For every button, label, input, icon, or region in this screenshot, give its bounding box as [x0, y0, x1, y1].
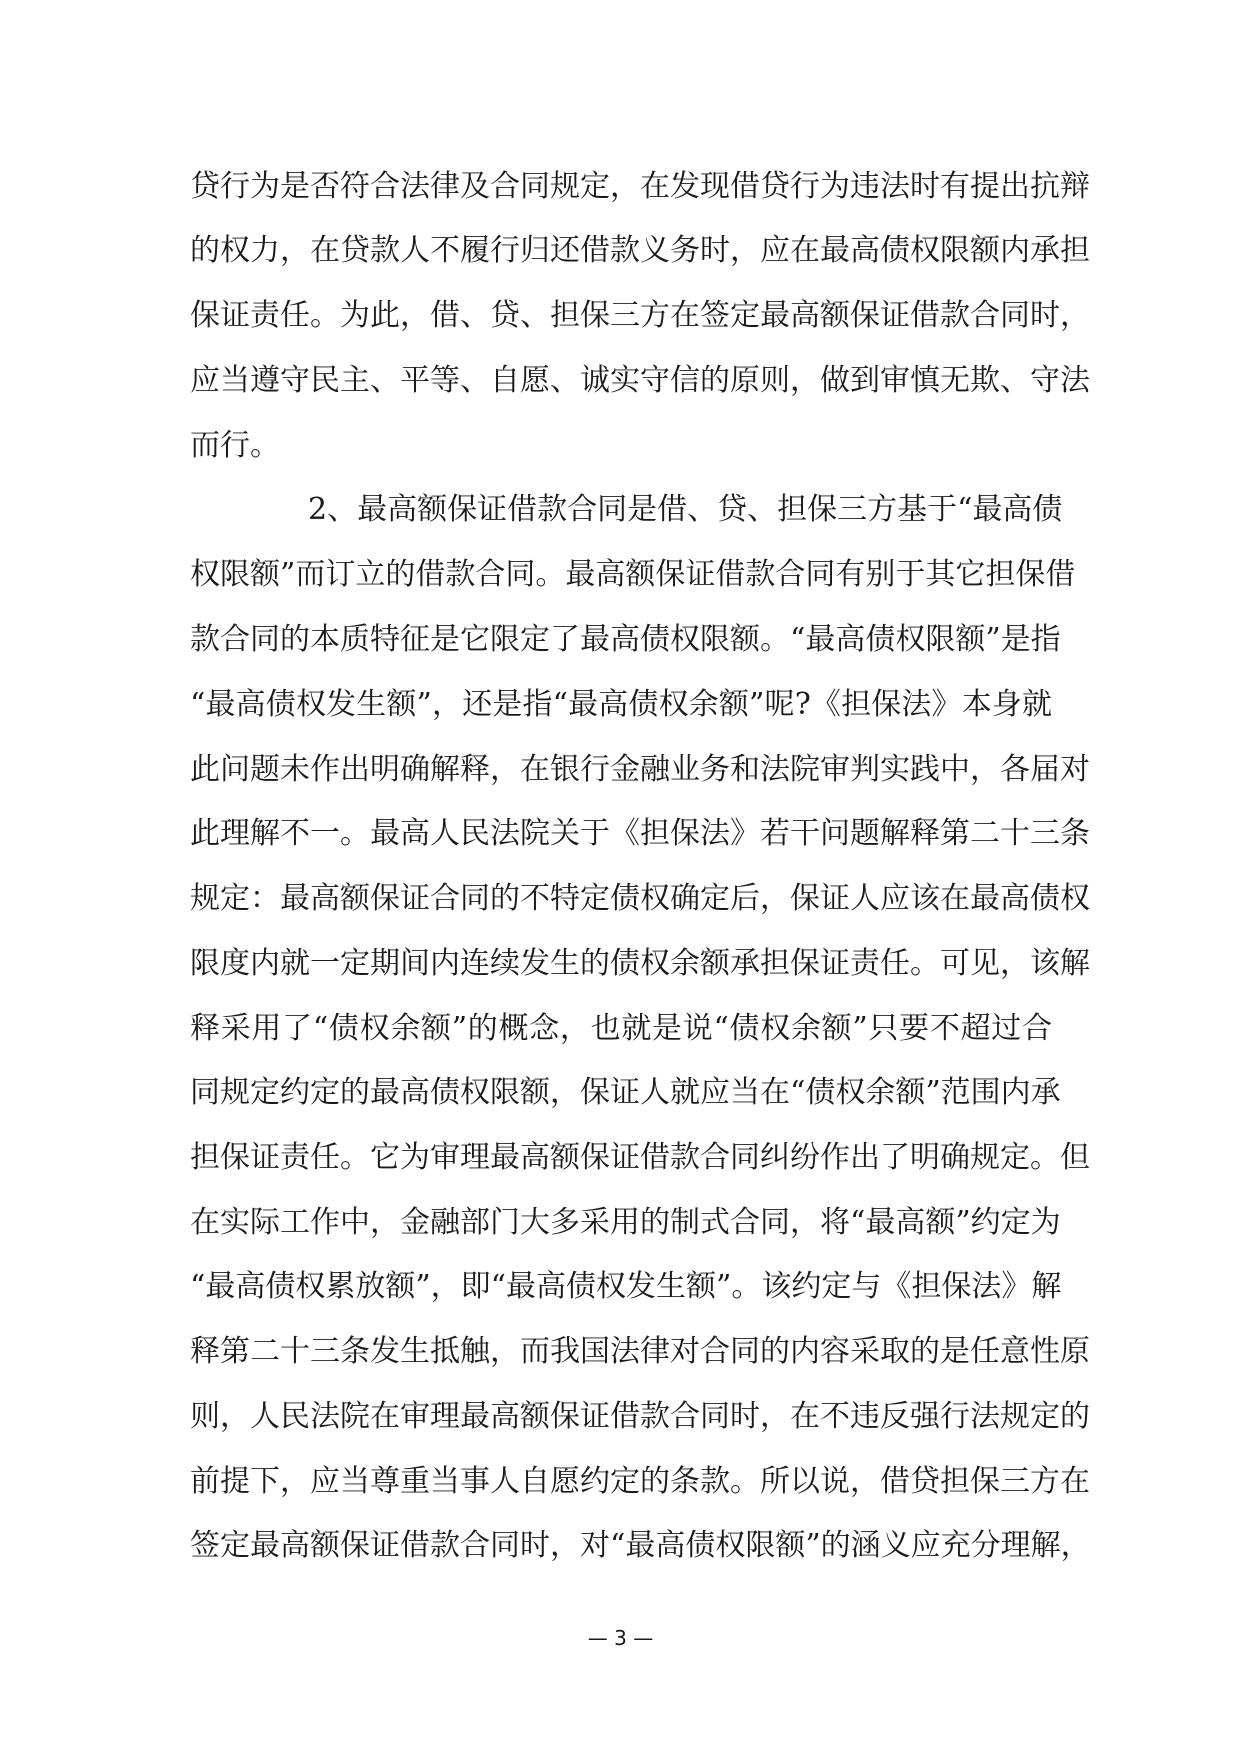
page-number: — 3 — — [587, 1626, 654, 1650]
text-line: 的权力，在贷款人不履行归还借款义务时，应在最高债权限额内承担 — [190, 233, 1090, 268]
text-line: 款合同的本质特征是它限定了最高债权限额。“最高债权限额”是指 — [190, 622, 1061, 657]
text-line: “最高债权累放额”，即“最高债权发生额”。该约定与《担保法》解 — [190, 1269, 1062, 1304]
text-line: 前提下，应当尊重当事人自愿约定的条款。所以说，借贷担保三方在 — [190, 1464, 1090, 1499]
text-line: “最高债权发生额”，还是指“最高债权余额”呢?《担保法》本身就 — [190, 687, 1052, 722]
text-line: 则，人民法院在审理最高额保证借款合同时，在不违反强行法规定的 — [190, 1399, 1090, 1434]
text-line: 规定：最高额保证合同的不特定债权确定后，保证人应该在最高债权 — [190, 881, 1090, 916]
text-line: 贷行为是否符合法律及合同规定，在发现借贷行为违法时有提出抗辩 — [190, 169, 1090, 204]
text-line: 而行。 — [190, 428, 280, 463]
text-line: 此理解不一。最高人民法院关于《担保法》若干问题解释第二十三条 — [190, 816, 1090, 851]
text-line: 权限额”而订立的借款合同。最高额保证借款合同有别于其它担保借 — [190, 557, 1076, 592]
text-line: 释采用了“债权余额”的概念，也就是说“债权余额”只要不超过合 — [190, 1011, 1052, 1046]
text-line: 2、最高额保证借款合同是借、贷、担保三方基于“最高债 — [308, 492, 1063, 527]
text-line: 限度内就一定期间内连续发生的债权余额承担保证责任。可见，该解 — [190, 946, 1090, 981]
text-line: 此问题未作出明确解释，在银行金融业务和法院审判实践中，各届对 — [190, 752, 1090, 787]
text-line: 在实际工作中，金融部门大多采用的制式合同，将“最高额”约定为 — [190, 1205, 1061, 1240]
text-line: 应当遵守民主、平等、自愿、诚实守信的原则，做到审慎无欺、守法 — [190, 363, 1090, 398]
text-line: 释第二十三条发生抵触，而我国法律对合同的内容采取的是任意性原 — [190, 1334, 1090, 1369]
text-line: 同规定约定的最高债权限额，保证人就应当在“债权余额”范围内承 — [190, 1075, 1061, 1110]
text-line: 担保证责任。它为审理最高额保证借款合同纠纷作出了明确规定。但 — [190, 1140, 1090, 1175]
text-line: 保证责任。为此，借、贷、担保三方在签定最高额保证借款合同时， — [190, 298, 1090, 333]
text-line: 签定最高额保证借款合同时，对“最高债权限额”的涵义应充分理解， — [190, 1528, 1091, 1563]
